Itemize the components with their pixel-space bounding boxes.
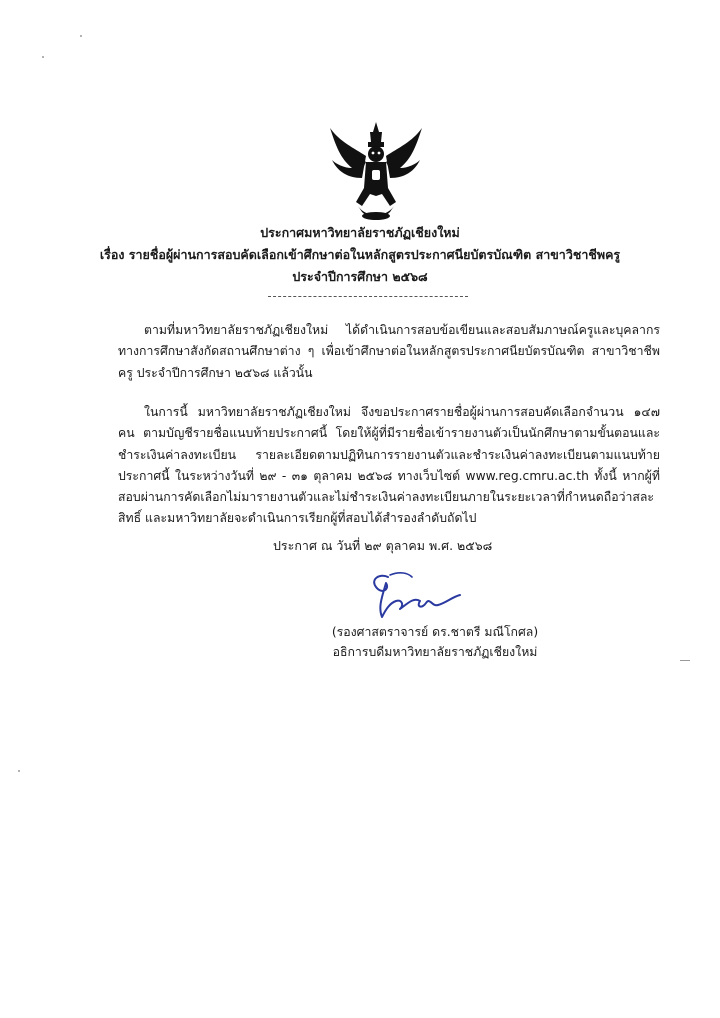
scan-speck [42, 56, 44, 58]
handwritten-signature [360, 567, 470, 625]
scan-speck [18, 770, 20, 772]
announcement-subject: เรื่อง รายชื่อผู้ผ่านการสอบคัดเลือกเข้าศึกษาต่อในหลักสูตรประกาศนียบัตรบัณฑิต สาขาวิชาชีพครู [99, 247, 621, 262]
body-paragraph-2 [118, 402, 660, 530]
body-paragraph-1 [118, 320, 660, 384]
paragraph-1-text: ตามที่มหาวิทยาลัยราชภัฏเชียงใหม่ ได้ดำเนินการสอบข้อเขียนและสอบสัมภาษณ์ครูและบุคลากรทางการศึกษาสังกัดสถานศึกษาต่าง ๆ เพื่อเข้าศึกษาต่อในหลักสูตรประกาศนียบัตรบัณฑิต สาขาวิชาชีพครู ประจำปีการศึกษา ๒๕๖๘ แล้วนั้น [118, 323, 660, 380]
garuda-emblem-icon [326, 118, 426, 222]
signer-name: (รองศาสตราจารย์ ดร.ชาตรี มณีโกศล) [331, 625, 539, 639]
signer-position: อธิการบดีมหาวิทยาลัยราชภัฏเชียงใหม่ [332, 645, 538, 659]
paragraph-2-text: ในการนี้ มหาวิทยาลัยราชภัฏเชียงใหม่ จึงขอประกาศรายชื่อผู้ผ่านการสอบคัดเลือกจำนวน ๑๔๗ คน ตามบัญชีรายชื่อแนบท้ายประกาศนี้ โดยให้ผู้ที่มีรายชื่อเข้ารายงานตัวเป็นนักศึกษาตามขั้นตอนและชำระเงินค่าลงทะเบียน รายละเอียดตามปฏิทินการรายงานตัวและชำระเงินค่าลงทะเบียนตามแนบท้ายประกาศนี้ ในระหว่างวันที่ ๒๙ - ๓๑ ตุลาคม ๒๕๖๘ ทางเว็บไซต์ www.reg.cmru.ac.th ทั้งนี้ หากผู้ที่สอบผ่านการคัดเลือกไม่มารายงานตัวและไม่ชำระเงินค่าลงทะเบียนภายในระยะเวลาที่กำหนดถือว่าสละสิทธิ์ และมหาวิทยาลัยจะดำเนินการเรียกผู้ที่สอบได้สำรองลำดับถัดไป [118, 405, 660, 526]
academic-year-line: ประจำปีการศึกษา ๒๕๖๘ [292, 269, 428, 284]
scan-speck [680, 660, 690, 661]
announcement-date: ประกาศ ณ วันที่ ๒๙ ตุลาคม พ.ศ. ๒๕๖๘ [273, 538, 493, 553]
announcement-title: ประกาศมหาวิทยาลัยราชภัฏเชียงใหม่ [260, 225, 460, 240]
scan-speck [80, 35, 82, 37]
header-divider [268, 296, 468, 297]
